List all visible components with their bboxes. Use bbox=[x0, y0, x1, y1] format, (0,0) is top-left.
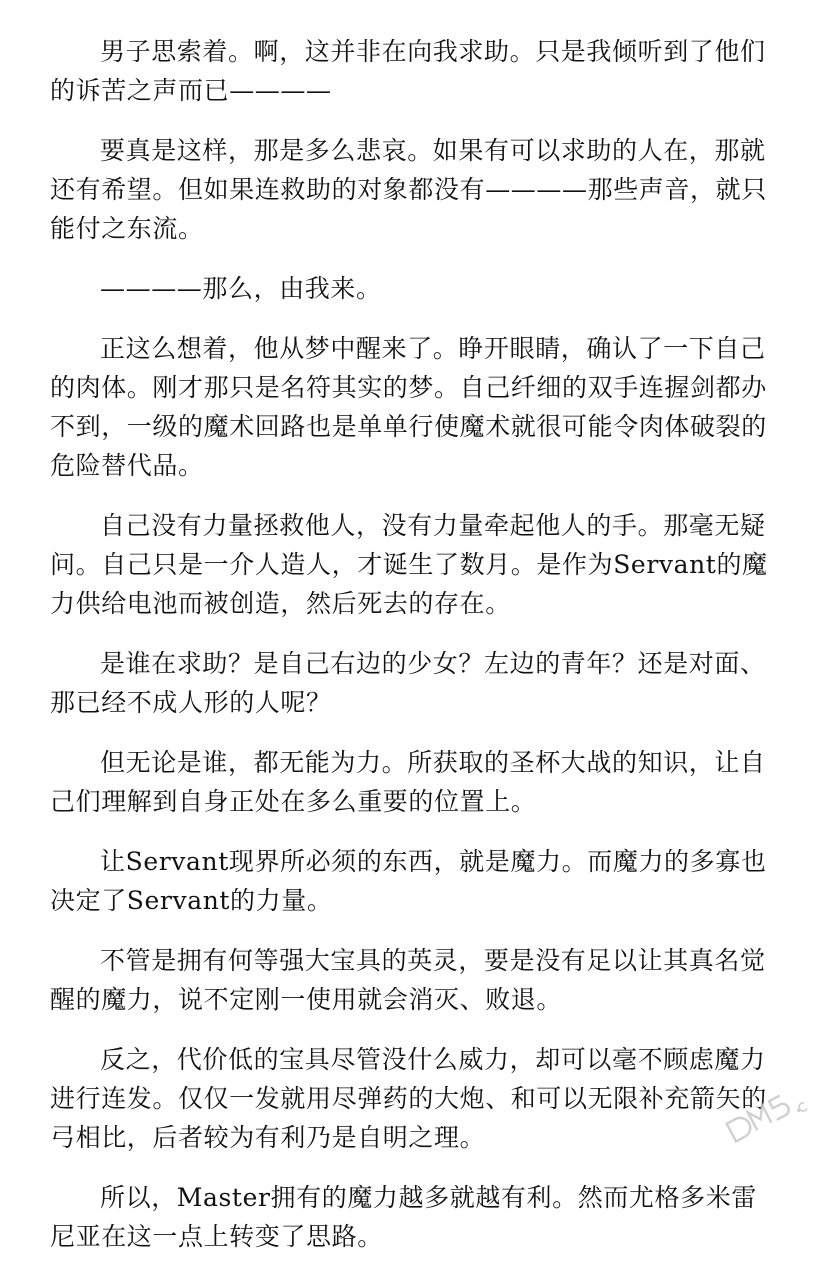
paragraph: 所以，Master拥有的魔力越多就越有利。然而尤格多米雷尼亚在这一点上转变了思路。 bbox=[50, 1183, 757, 1251]
paragraph: 是谁在求助？是自己右边的少女？左边的青年？还是对面、那已经不成人形的人呢？ bbox=[50, 649, 766, 717]
paragraph: 不管是拥有何等强大宝具的英灵，要是没有足以让其真名觉醒的魔力，说不定刚一使用就会消灭、败退。 bbox=[50, 946, 766, 1014]
paragraph: 反之，代价低的宝具尽管没什么威力，却可以毫不顾虑魔力进行连发。仅仅一发就用尽弹药的大炮、和可以无限补充箭矢的弓相比，后者较为有利乃是自明之理。 bbox=[50, 1045, 767, 1152]
paragraph: 但无论是谁，都无能为力。所获取的圣杯大战的知识，让自己们理解到自身正处在多么重要的位置上。 bbox=[50, 748, 766, 816]
document-body bbox=[50, 32, 782, 1277]
paragraph: 正这么想着，他从梦中醒来了。睁开眼睛，确认了一下自己的肉体。刚才那只是名符其实的梦。自己纤细的双手连握剑都办不到，一级的魔术回路也是单单行使魔术就很可能令肉体破裂的危险替代品。 bbox=[50, 334, 767, 480]
paragraph: ————那么，由我来。 bbox=[100, 274, 382, 303]
paragraph: 自己没有力量拯救他人，没有力量牵起他人的手。那毫无疑问。自己只是一介人造人，才诞生了数月。是作为Servant的魔力供给电池而被创造，然后死去的存在。 bbox=[50, 511, 768, 618]
paragraph: 男子思索着。啊，这并非在向我求助。只是我倾听到了他们的诉苦之声而已———— bbox=[50, 37, 766, 105]
paragraph: 让Servant现界所必须的东西，就是魔力。而魔力的多寡也决定了Servant的力量。 bbox=[50, 847, 767, 915]
paragraph: 要真是这样，那是多么悲哀。如果有可以求助的人在，那就还有希望。但如果连救助的对象都没有————那些声音，就只能付之东流。 bbox=[50, 136, 767, 243]
